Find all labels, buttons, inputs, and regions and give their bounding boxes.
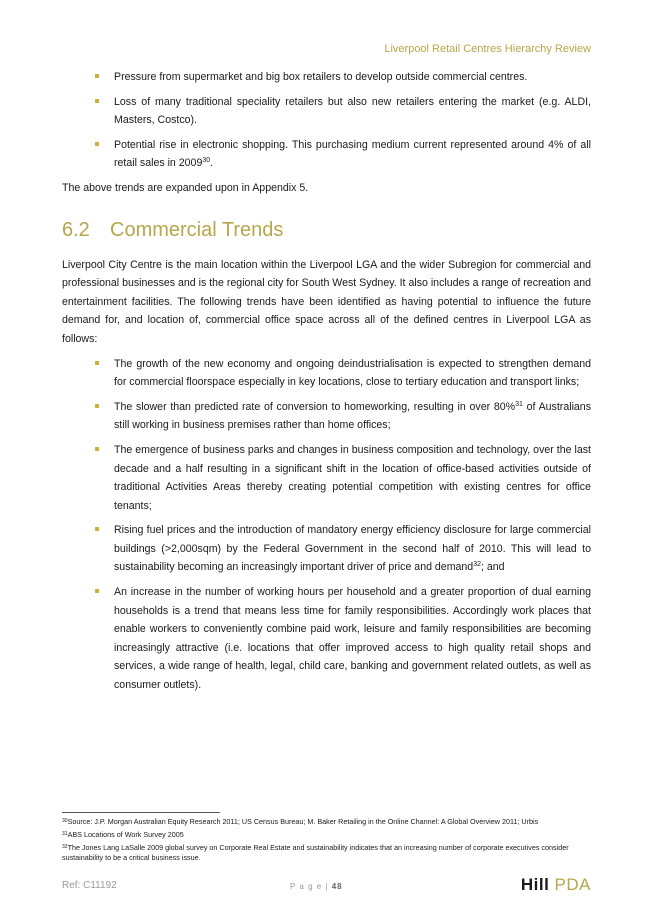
list-item: Potential rise in electronic shopping. This purchasing medium current represented around 4% of all retail sales in 2009$^{30}$.	[62, 136, 591, 173]
footnote: $^{32}$The Jones Lang LaSalle 2009 global survey on Corporate Real Estate and sustainability indicates that an increasing number of corporate executives consider sustainability to be a critical business issue.	[62, 843, 569, 862]
footnote-ref: 30	[202, 157, 211, 165]
retail-trends-list	[62, 68, 591, 173]
document-reference: Ref: C11192	[62, 880, 117, 891]
section-title: Commercial Trends	[110, 218, 284, 241]
square-bullet-icon	[95, 447, 99, 451]
list-item: An increase in the number of working hours per household and a greater proportion of dual earning households is a trend that means less time for family responsibilities. Accordingly work places that enable workers to conveniently combine paid work, leisure and family responsibilities are becoming increasingly attractive (i.e. locations that offer improved access to high quality retail shops and services, a wide range of health, legal, child care, banking and government related outlets, as well as consumer outlets).	[62, 583, 591, 695]
footnote-ref: 32	[473, 561, 481, 569]
square-bullet-icon	[95, 361, 99, 365]
square-bullet-icon	[95, 589, 99, 593]
commercial-trends-list	[62, 355, 591, 695]
section-number: 6.2	[62, 218, 90, 241]
trends-note: The above trends are expanded upon in Appendix 5.	[62, 181, 309, 194]
list-item: The growth of the new economy and ongoing deindustrialisation is expected to strengthen demand for commercial floorspace especially in key locations, close to tertiary education and transport links;	[62, 355, 591, 392]
page-number: P a g e | 48	[290, 882, 343, 891]
footnotes	[62, 817, 591, 866]
list-item: The slower than predicted rate of conversion to homeworking, resulting in over 80%$^{31}$ of Australians still working in business premises rather than home offices;	[62, 398, 591, 435]
hill-pda-logo: Hill PDA	[520, 875, 591, 894]
footnote: $^{31}$ABS Locations of Work Survey 2005	[62, 830, 184, 839]
list-item: Rising fuel prices and the introduction of mandatory energy efficiency disclosure for large commercial buildings (>2,000sqm) by the Federal Government in the second half of 2010. This will lead to sustainability becoming an increasingly important driver of price and demand$^{32}$; and	[62, 521, 591, 577]
list-item: Loss of many traditional speciality retailers but also new retailers entering the market (e.g. ALDI, Masters, Costco).	[62, 93, 591, 130]
square-bullet-icon	[95, 527, 99, 531]
footnote: $^{30}$Source: J.P. Morgan Australian Equity Research 2011; US Census Bureau; M. Baker Retailing in the Online Channel: A Global Overview 2011; Urbis	[62, 817, 539, 826]
square-bullet-icon	[95, 142, 99, 146]
footnote-ref: 31	[515, 400, 523, 408]
square-bullet-icon	[95, 404, 99, 408]
square-bullet-icon	[95, 99, 99, 103]
intro-paragraph: Liverpool City Centre is the main location within the Liverpool LGA and the wider Subregion for commercial and professional businesses and is the regional city for South West Sydney. It also includes a range of recreation and entertainment facilities. The following trends have been identified as having potential to influence the future demand for, and location of, commercial office space across all of the defined centres in Liverpool LGA as follows:	[62, 258, 592, 345]
list-item: The emergence of business parks and changes in business composition and technology, over the last decade and a half resulting in a significant shift in the location of office-based activities outside of traditional Activities Areas thereby creating potential competition with existing centres for office tenants;	[62, 441, 591, 515]
running-header: Liverpool Retail Centres Hierarchy Review	[384, 43, 591, 55]
square-bullet-icon	[95, 74, 99, 78]
section-heading	[62, 218, 591, 242]
page-body	[62, 68, 591, 701]
footnote-divider	[62, 812, 220, 813]
list-item: Pressure from supermarket and big box retailers to develop outside commercial centres.	[62, 68, 591, 87]
